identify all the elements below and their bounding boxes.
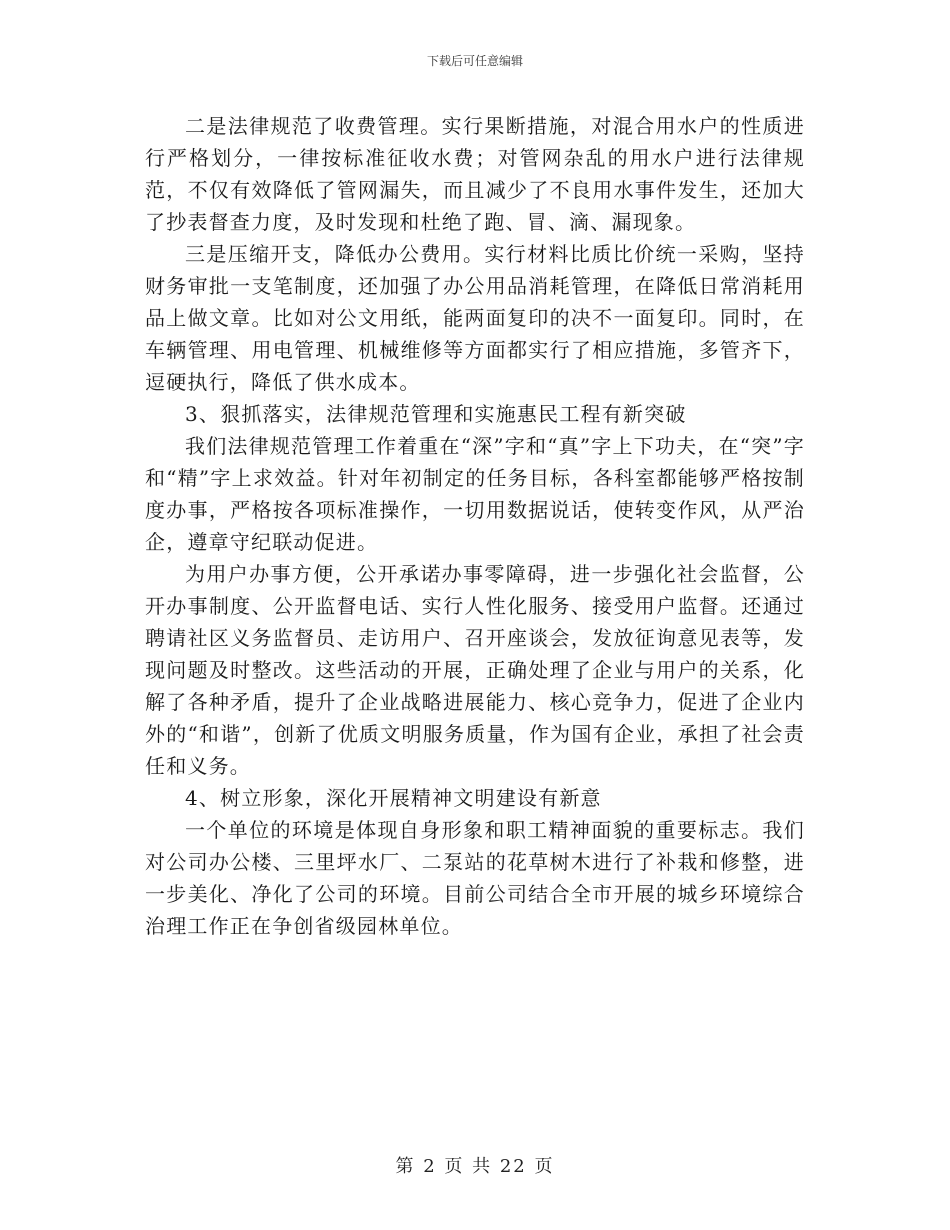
document-body bbox=[145, 110, 805, 942]
paragraph-legal-management: 我们法律规范管理工作着重在“深”字和“真”字上下功夫，在“突”字和“精”字上求效益。针对年初制定的任务目标，各科室都能够严格按制度办事，严格按各项标准操作，一切用数据说话，使转变作风，从严治企，遵章守纪联动促进。 bbox=[145, 434, 805, 554]
page-footer: 第 2 页 共 22 页 bbox=[395, 1156, 555, 1177]
paragraph-fee-management: 二是法律规范了收费管理。实行果断措施，对混合用水户的性质进行严格划分，一律按标准征收水费；对管网杂乱的用水户进行法律规范，不仅有效降低了管网漏失，而且减少了不良用水事件发生，还加大了抄表督查力度，及时发现和杜绝了跑、冒、滴、漏现象。 bbox=[145, 114, 805, 234]
paragraph-environment: 一个单位的环境是体现自身形象和职工精神面貌的重要标志。我们对公司办公楼、三里坪水厂、二泵站的花草树木进行了补栽和修整，进一步美化、净化了公司的环境。目前公司结合全市开展的城乡环境综合治理工作正在争创省级园林单位。 bbox=[145, 818, 805, 938]
section-heading-3: 3、狠抓落实，法律规范管理和实施惠民工程有新突破 bbox=[185, 402, 687, 426]
paragraph-customer-service: 为用户办事方便，公开承诺办事零障碍，进一步强化社会监督，公开办事制度、公开监督电话、实行人性化服务、接受用户监督。还通过聘请社区义务监督员、走访用户、召开座谈会，发放征询意见表等，发现问题及时整改。这些活动的开展，正确处理了企业与用户的关系，化解了各种矛盾，提升了企业战略进展能力、核心竞争力，促进了企业内外的“和谐”，创新了优质文明服务质量，作为国有企业，承担了社会责任和义务。 bbox=[145, 562, 805, 778]
section-heading-4: 4、树立形象，深化开展精神文明建设有新意 bbox=[185, 786, 602, 810]
paragraph-cost-reduction: 三是压缩开支，降低办公费用。实行材料比质比价统一采购，坚持财务审批一支笔制度，还加强了办公用品消耗管理，在降低日常消耗用品上做文章。比如对公文用纸，能两面复印的决不一面复印。同时，在车辆管理、用电管理、机械维修等方面都实行了相应措施，多管齐下，逗硬执行，降低了供水成本。 bbox=[145, 242, 805, 394]
page-header: 下载后可任意编辑 bbox=[426, 54, 523, 68]
